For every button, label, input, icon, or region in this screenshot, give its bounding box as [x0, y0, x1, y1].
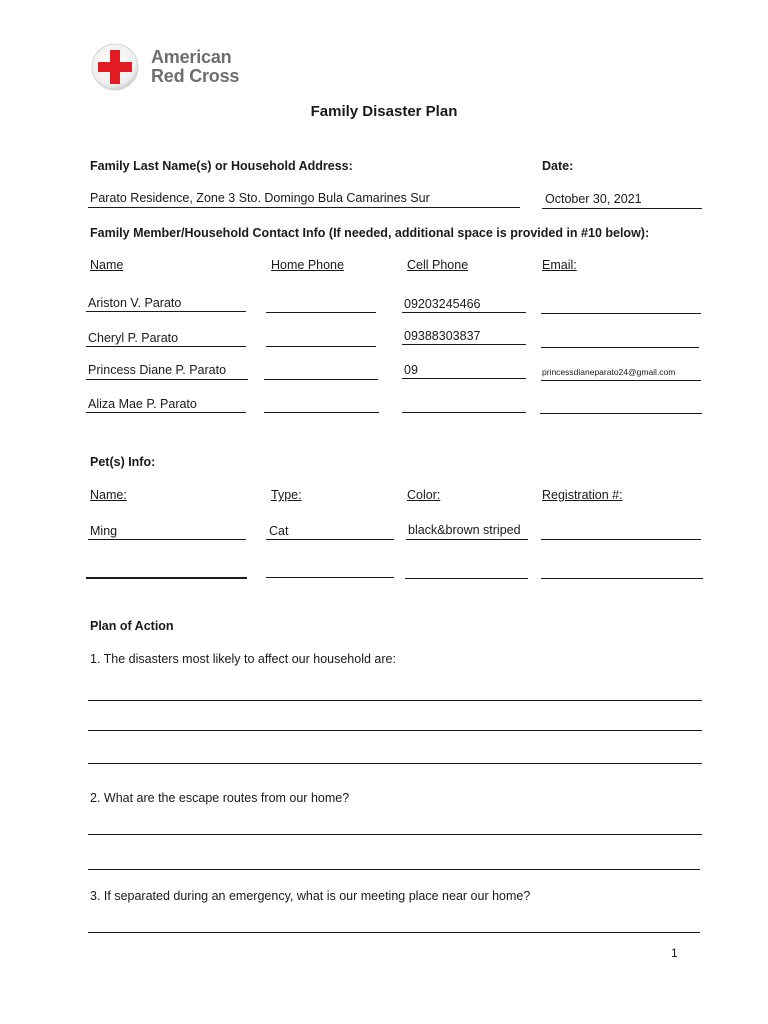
household-label: Family Last Name(s) or Household Address: [90, 159, 353, 173]
pet-2-type-line [266, 577, 394, 578]
answer-1-line-1[interactable] [88, 700, 702, 701]
contacts-header-name: Name [90, 258, 124, 272]
pets-header-type: Type: [271, 488, 302, 502]
red-cross-icon [88, 40, 144, 96]
contact-3-cell-line [402, 378, 526, 379]
contact-4-cell-line [402, 412, 526, 413]
contact-4-home-line [264, 412, 379, 413]
pets-header-name: Name: [90, 488, 127, 502]
american-red-cross-logo [88, 40, 258, 96]
pet-1-registration-line [541, 539, 701, 540]
date-label: Date: [542, 159, 574, 173]
contacts-header-email: Email: [542, 258, 577, 272]
pet-1-name-line [88, 539, 246, 540]
logo-line-1: American [151, 47, 232, 67]
date-field[interactable]: October 30, 2021 [545, 192, 642, 206]
answer-1-line-3[interactable] [88, 763, 702, 764]
pets-heading: Pet(s) Info: [90, 455, 156, 469]
contact-3-name-line [86, 379, 248, 380]
household-field[interactable]: Parato Residence, Zone 3 Sto. Domingo Bula Camarines Sur [90, 191, 430, 205]
answer-2-line-1[interactable] [88, 834, 702, 835]
answer-1-line-2[interactable] [88, 730, 702, 731]
plan-heading: Plan of Action [90, 619, 174, 633]
contact-4-name-line [86, 412, 246, 413]
contact-3-name[interactable]: Princess Diane P. Parato [88, 363, 227, 377]
contact-4-name[interactable]: Aliza Mae P. Parato [88, 397, 197, 411]
contact-2-email-line [541, 347, 699, 348]
contact-1-name[interactable]: Ariston V. Parato [88, 296, 182, 310]
pet-1-type-line [266, 539, 394, 540]
pet-2-registration-line [541, 578, 703, 579]
contacts-header-home-phone: Home Phone [271, 258, 344, 272]
contact-3-email-line [541, 380, 701, 381]
pet-2-name-line [86, 577, 247, 579]
plan-question-3: 3. If separated during an emergency, what is our meeting place near our home? [90, 889, 531, 903]
contact-2-cell[interactable]: 09388303837 [404, 329, 481, 343]
logo-text [151, 48, 239, 86]
page-number: 1 [671, 946, 678, 960]
contacts-header-cell-phone: Cell Phone [407, 258, 469, 272]
contact-3-cell[interactable]: 09 [404, 363, 418, 377]
plan-question-2: 2. What are the escape routes from our home? [90, 791, 350, 805]
contact-2-name-line [86, 346, 246, 347]
contact-2-name[interactable]: Cheryl P. Parato [88, 331, 179, 345]
pet-1-name[interactable]: Ming [90, 524, 118, 538]
contacts-heading: Family Member/Household Contact Info (If needed, additional space is provided in #10 below): [90, 226, 650, 240]
answer-3-line-1[interactable] [88, 932, 700, 933]
pet-2-color-line [405, 578, 528, 579]
contact-3-email[interactable]: princessdianeparato24@gmail.com [542, 367, 676, 377]
contact-1-home-line [266, 312, 376, 313]
pet-1-color[interactable]: black&brown striped [408, 523, 521, 537]
contact-1-name-line [86, 311, 246, 312]
page-title: Family Disaster Plan [310, 103, 458, 120]
contact-1-cell-line [402, 312, 526, 313]
contact-2-cell-line [402, 344, 526, 345]
household-underline [88, 207, 520, 208]
date-underline [542, 208, 702, 209]
pet-1-type[interactable]: Cat [269, 524, 289, 538]
pet-1-color-line [406, 539, 528, 540]
logo-line-2: Red Cross [151, 66, 240, 86]
plan-question-1: 1. The disasters most likely to affect our household are: [90, 652, 396, 666]
contact-4-email-line [540, 413, 702, 414]
answer-2-line-2[interactable] [88, 869, 700, 870]
contact-2-home-line [266, 346, 376, 347]
pets-header-color: Color: [407, 488, 441, 502]
contact-3-home-line [264, 379, 378, 380]
contact-1-email-line [541, 313, 701, 314]
pets-header-registration: Registration #: [542, 488, 623, 502]
contact-1-cell[interactable]: 09203245466 [404, 297, 481, 311]
